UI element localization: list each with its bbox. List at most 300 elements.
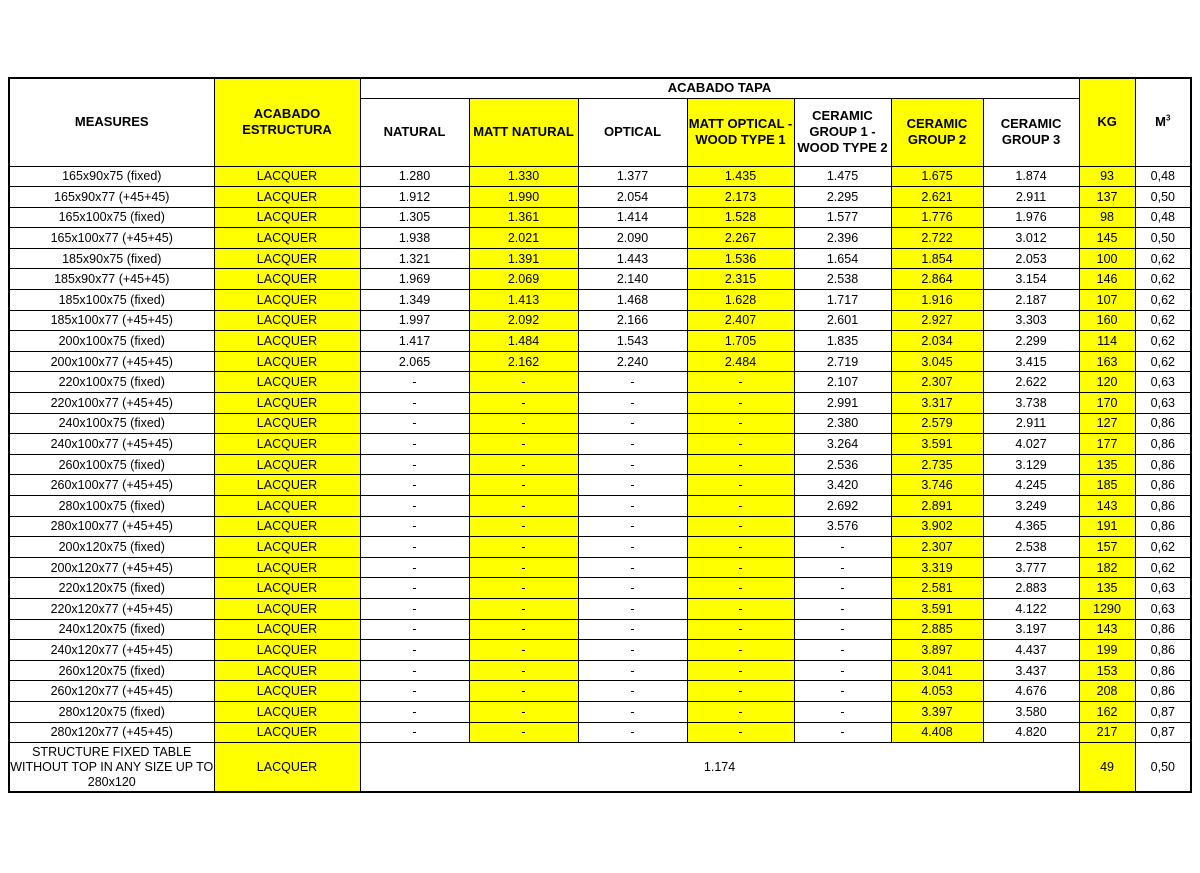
structure-price: 1.174 <box>360 743 1079 793</box>
table-row <box>9 372 1191 393</box>
cell-kg: 1290 <box>1079 598 1135 619</box>
cell-m3: 0,48 <box>1135 166 1191 187</box>
cell-finish: LACQUER <box>214 660 360 681</box>
cell-optical: - <box>578 681 687 702</box>
cell-matt-natural: - <box>469 393 578 414</box>
cell-ceramic-group-3: 1.874 <box>983 166 1079 187</box>
cell-ceramic-group-2: 2.927 <box>891 310 983 331</box>
cell-measure: 240x120x77 (+45+45) <box>9 640 214 661</box>
cell-ceramic-group-3: 4.676 <box>983 681 1079 702</box>
cell-ceramic-group-3: 2.622 <box>983 372 1079 393</box>
table-row <box>9 434 1191 455</box>
cell-measure: 220x120x75 (fixed) <box>9 578 214 599</box>
cell-kg: 217 <box>1079 722 1135 743</box>
cell-matt-optical: 2.267 <box>687 228 794 249</box>
cell-ceramic-group-2: 2.864 <box>891 269 983 290</box>
cell-kg: 163 <box>1079 351 1135 372</box>
cell-ceramic-group-3: 3.415 <box>983 351 1079 372</box>
cell-kg: 157 <box>1079 537 1135 558</box>
cell-ceramic-group-1: - <box>794 537 891 558</box>
cell-matt-natural: 1.391 <box>469 248 578 269</box>
cell-matt-natural: - <box>469 434 578 455</box>
table-row <box>9 351 1191 372</box>
cell-natural: - <box>360 660 469 681</box>
cell-ceramic-group-2: 2.891 <box>891 496 983 517</box>
cell-measure: 260x120x75 (fixed) <box>9 660 214 681</box>
cell-m3: 0,50 <box>1135 228 1191 249</box>
cell-ceramic-group-1: - <box>794 722 891 743</box>
cell-matt-natural: - <box>469 681 578 702</box>
cell-ceramic-group-2: 1.916 <box>891 290 983 311</box>
cell-measure: 185x100x75 (fixed) <box>9 290 214 311</box>
cell-kg: 143 <box>1079 619 1135 640</box>
header-kg: KG <box>1079 78 1135 166</box>
cell-optical: - <box>578 701 687 722</box>
cell-m3: 0,63 <box>1135 578 1191 599</box>
cell-natural: 1.938 <box>360 228 469 249</box>
cell-matt-optical: - <box>687 537 794 558</box>
cell-matt-optical: - <box>687 475 794 496</box>
cell-ceramic-group-1: 2.719 <box>794 351 891 372</box>
table-row <box>9 598 1191 619</box>
cell-optical: - <box>578 434 687 455</box>
cell-m3: 0,86 <box>1135 496 1191 517</box>
cell-measure: 185x90x75 (fixed) <box>9 248 214 269</box>
cell-finish: LACQUER <box>214 187 360 208</box>
cell-matt-natural: - <box>469 372 578 393</box>
cell-ceramic-group-2: 3.317 <box>891 393 983 414</box>
cell-matt-natural: - <box>469 413 578 434</box>
cell-optical: - <box>578 413 687 434</box>
cell-ceramic-group-3: 3.437 <box>983 660 1079 681</box>
cell-kg: 153 <box>1079 660 1135 681</box>
cell-matt-natural: 2.162 <box>469 351 578 372</box>
cell-measure: 185x90x77 (+45+45) <box>9 269 214 290</box>
cell-finish: LACQUER <box>214 640 360 661</box>
cell-optical: - <box>578 722 687 743</box>
cell-ceramic-group-2: 1.854 <box>891 248 983 269</box>
cell-ceramic-group-1: 1.475 <box>794 166 891 187</box>
cell-matt-optical: - <box>687 660 794 681</box>
cell-ceramic-group-2: 4.053 <box>891 681 983 702</box>
cell-optical: - <box>578 598 687 619</box>
cell-m3: 0,86 <box>1135 619 1191 640</box>
cell-optical: 2.090 <box>578 228 687 249</box>
table-row <box>9 413 1191 434</box>
cell-matt-natural: 1.361 <box>469 207 578 228</box>
cell-natural: 1.305 <box>360 207 469 228</box>
cell-matt-natural: - <box>469 701 578 722</box>
cell-kg: 177 <box>1079 434 1135 455</box>
cell-m3: 0,63 <box>1135 598 1191 619</box>
cell-ceramic-group-1: 1.717 <box>794 290 891 311</box>
cell-finish: LACQUER <box>214 166 360 187</box>
cell-ceramic-group-3: 1.976 <box>983 207 1079 228</box>
cell-m3: 0,48 <box>1135 207 1191 228</box>
cell-matt-natural: 2.021 <box>469 228 578 249</box>
cell-kg: 135 <box>1079 578 1135 599</box>
cell-natural: 1.417 <box>360 331 469 352</box>
header-m3-sup: 3 <box>1166 113 1171 123</box>
cell-matt-natural: - <box>469 557 578 578</box>
cell-natural: 1.349 <box>360 290 469 311</box>
cell-ceramic-group-3: 3.129 <box>983 454 1079 475</box>
cell-ceramic-group-2: 2.307 <box>891 537 983 558</box>
cell-natural: - <box>360 598 469 619</box>
cell-ceramic-group-2: 2.034 <box>891 331 983 352</box>
cell-matt-optical: - <box>687 701 794 722</box>
cell-ceramic-group-1: 1.654 <box>794 248 891 269</box>
cell-m3: 0,87 <box>1135 722 1191 743</box>
table-row <box>9 537 1191 558</box>
cell-matt-optical: - <box>687 557 794 578</box>
cell-finish: LACQUER <box>214 537 360 558</box>
cell-finish: LACQUER <box>214 681 360 702</box>
cell-ceramic-group-2: 3.319 <box>891 557 983 578</box>
cell-finish: LACQUER <box>214 722 360 743</box>
cell-matt-optical: - <box>687 578 794 599</box>
table-row <box>9 310 1191 331</box>
cell-measure: 260x100x77 (+45+45) <box>9 475 214 496</box>
cell-ceramic-group-3: 3.154 <box>983 269 1079 290</box>
cell-measure: 200x100x75 (fixed) <box>9 331 214 352</box>
cell-matt-optical: 2.407 <box>687 310 794 331</box>
cell-ceramic-group-2: 3.591 <box>891 434 983 455</box>
cell-matt-optical: 2.484 <box>687 351 794 372</box>
cell-ceramic-group-1: - <box>794 557 891 578</box>
cell-ceramic-group-2: 3.045 <box>891 351 983 372</box>
cell-kg: 182 <box>1079 557 1135 578</box>
cell-natural: - <box>360 640 469 661</box>
cell-finish: LACQUER <box>214 434 360 455</box>
cell-m3: 0,62 <box>1135 557 1191 578</box>
cell-ceramic-group-3: 2.883 <box>983 578 1079 599</box>
cell-optical: - <box>578 516 687 537</box>
cell-matt-optical: - <box>687 598 794 619</box>
table-row <box>9 166 1191 187</box>
cell-ceramic-group-3: 2.187 <box>983 290 1079 311</box>
table-header <box>9 78 1191 166</box>
cell-measure: 280x100x75 (fixed) <box>9 496 214 517</box>
cell-kg: 199 <box>1079 640 1135 661</box>
table-row <box>9 393 1191 414</box>
cell-natural: - <box>360 434 469 455</box>
cell-optical: - <box>578 660 687 681</box>
cell-ceramic-group-2: 2.621 <box>891 187 983 208</box>
cell-kg: 143 <box>1079 496 1135 517</box>
cell-matt-natural: 1.330 <box>469 166 578 187</box>
cell-ceramic-group-1: 2.380 <box>794 413 891 434</box>
cell-ceramic-group-3: 2.911 <box>983 413 1079 434</box>
table-row <box>9 681 1191 702</box>
cell-ceramic-group-2: 2.581 <box>891 578 983 599</box>
cell-ceramic-group-1: - <box>794 701 891 722</box>
cell-kg: 145 <box>1079 228 1135 249</box>
cell-ceramic-group-1: - <box>794 660 891 681</box>
cell-optical: - <box>578 475 687 496</box>
cell-natural: 1.280 <box>360 166 469 187</box>
cell-measure: 280x120x75 (fixed) <box>9 701 214 722</box>
cell-m3: 0,86 <box>1135 681 1191 702</box>
cell-finish: LACQUER <box>214 269 360 290</box>
table-row <box>9 619 1191 640</box>
cell-m3: 0,62 <box>1135 310 1191 331</box>
cell-kg: 135 <box>1079 454 1135 475</box>
cell-measure: 280x120x77 (+45+45) <box>9 722 214 743</box>
table-row <box>9 578 1191 599</box>
cell-optical: - <box>578 640 687 661</box>
cell-natural: - <box>360 413 469 434</box>
cell-optical: - <box>578 537 687 558</box>
cell-kg: 114 <box>1079 331 1135 352</box>
cell-m3: 0,86 <box>1135 660 1191 681</box>
table-row <box>9 640 1191 661</box>
cell-finish: LACQUER <box>214 496 360 517</box>
cell-measure: 165x90x75 (fixed) <box>9 166 214 187</box>
cell-ceramic-group-2: 1.675 <box>891 166 983 187</box>
cell-ceramic-group-1: 3.576 <box>794 516 891 537</box>
cell-finish: LACQUER <box>214 619 360 640</box>
cell-matt-natural: - <box>469 454 578 475</box>
cell-natural: 1.912 <box>360 187 469 208</box>
cell-optical: 1.377 <box>578 166 687 187</box>
cell-finish: LACQUER <box>214 310 360 331</box>
cell-finish: LACQUER <box>214 516 360 537</box>
cell-ceramic-group-2: 2.735 <box>891 454 983 475</box>
cell-optical: - <box>578 372 687 393</box>
cell-optical: 2.054 <box>578 187 687 208</box>
cell-optical: 1.543 <box>578 331 687 352</box>
cell-ceramic-group-2: 3.746 <box>891 475 983 496</box>
price-table <box>8 77 1192 793</box>
price-table-container <box>8 77 1192 793</box>
cell-matt-optical: - <box>687 372 794 393</box>
cell-ceramic-group-1: - <box>794 578 891 599</box>
cell-ceramic-group-2: 3.591 <box>891 598 983 619</box>
cell-m3: 0,86 <box>1135 516 1191 537</box>
cell-finish: LACQUER <box>214 372 360 393</box>
cell-natural: - <box>360 681 469 702</box>
cell-m3: 0,86 <box>1135 475 1191 496</box>
table-row <box>9 248 1191 269</box>
cell-m3: 0,63 <box>1135 372 1191 393</box>
cell-matt-optical: 1.528 <box>687 207 794 228</box>
cell-matt-optical: 1.705 <box>687 331 794 352</box>
cell-m3: 0,86 <box>1135 640 1191 661</box>
cell-ceramic-group-1: 2.396 <box>794 228 891 249</box>
cell-matt-optical: 1.536 <box>687 248 794 269</box>
cell-natural: - <box>360 578 469 599</box>
cell-optical: 1.414 <box>578 207 687 228</box>
cell-optical: - <box>578 393 687 414</box>
cell-optical: - <box>578 557 687 578</box>
cell-matt-natural: 1.413 <box>469 290 578 311</box>
cell-ceramic-group-3: 3.580 <box>983 701 1079 722</box>
cell-measure: 220x120x77 (+45+45) <box>9 598 214 619</box>
cell-measure: 280x100x77 (+45+45) <box>9 516 214 537</box>
cell-ceramic-group-2: 4.408 <box>891 722 983 743</box>
cell-natural: - <box>360 372 469 393</box>
table-body <box>9 166 1191 743</box>
cell-natural: - <box>360 475 469 496</box>
cell-optical: 1.443 <box>578 248 687 269</box>
cell-m3: 0,62 <box>1135 269 1191 290</box>
cell-ceramic-group-3: 4.027 <box>983 434 1079 455</box>
cell-m3: 0,62 <box>1135 248 1191 269</box>
cell-matt-natural: - <box>469 722 578 743</box>
cell-ceramic-group-2: 3.041 <box>891 660 983 681</box>
cell-natural: - <box>360 516 469 537</box>
cell-matt-natural: - <box>469 516 578 537</box>
cell-optical: 2.140 <box>578 269 687 290</box>
cell-ceramic-group-3: 4.437 <box>983 640 1079 661</box>
cell-matt-optical: - <box>687 722 794 743</box>
cell-ceramic-group-1: 2.538 <box>794 269 891 290</box>
cell-matt-natural: - <box>469 537 578 558</box>
cell-measure: 240x100x75 (fixed) <box>9 413 214 434</box>
cell-m3: 0,86 <box>1135 434 1191 455</box>
cell-finish: LACQUER <box>214 248 360 269</box>
cell-kg: 170 <box>1079 393 1135 414</box>
header-acabado-estructura: ACABADO ESTRUCTURA <box>214 78 360 166</box>
cell-kg: 98 <box>1079 207 1135 228</box>
header-ceramic-group-3: CERAMIC GROUP 3 <box>983 98 1079 166</box>
cell-ceramic-group-2: 2.579 <box>891 413 983 434</box>
cell-ceramic-group-2: 3.897 <box>891 640 983 661</box>
cell-matt-natural: 2.069 <box>469 269 578 290</box>
cell-measure: 200x100x77 (+45+45) <box>9 351 214 372</box>
cell-matt-natural: - <box>469 496 578 517</box>
table-row <box>9 516 1191 537</box>
cell-m3: 0,62 <box>1135 537 1191 558</box>
cell-ceramic-group-1: 2.991 <box>794 393 891 414</box>
cell-matt-natural: - <box>469 619 578 640</box>
cell-finish: LACQUER <box>214 351 360 372</box>
cell-finish: LACQUER <box>214 413 360 434</box>
table-row <box>9 207 1191 228</box>
cell-natural: - <box>360 537 469 558</box>
cell-m3: 0,62 <box>1135 290 1191 311</box>
cell-measure: 200x120x75 (fixed) <box>9 537 214 558</box>
cell-ceramic-group-3: 4.365 <box>983 516 1079 537</box>
cell-m3: 0,87 <box>1135 701 1191 722</box>
cell-matt-natural: - <box>469 640 578 661</box>
cell-measure: 240x100x77 (+45+45) <box>9 434 214 455</box>
cell-m3: 0,62 <box>1135 351 1191 372</box>
cell-matt-optical: - <box>687 434 794 455</box>
cell-kg: 162 <box>1079 701 1135 722</box>
cell-ceramic-group-3: 3.249 <box>983 496 1079 517</box>
cell-matt-optical: 1.628 <box>687 290 794 311</box>
cell-optical: 1.468 <box>578 290 687 311</box>
cell-finish: LACQUER <box>214 207 360 228</box>
cell-ceramic-group-1: 3.420 <box>794 475 891 496</box>
table-row <box>9 228 1191 249</box>
cell-natural: - <box>360 496 469 517</box>
cell-optical: - <box>578 454 687 475</box>
header-ceramic-group-1: CERAMIC GROUP 1 - WOOD TYPE 2 <box>794 98 891 166</box>
cell-ceramic-group-1: 1.835 <box>794 331 891 352</box>
header-ceramic-group-2: CERAMIC GROUP 2 <box>891 98 983 166</box>
header-natural: NATURAL <box>360 98 469 166</box>
cell-measure: 185x100x77 (+45+45) <box>9 310 214 331</box>
cell-ceramic-group-2: 3.397 <box>891 701 983 722</box>
cell-ceramic-group-3: 4.820 <box>983 722 1079 743</box>
cell-ceramic-group-3: 2.538 <box>983 537 1079 558</box>
cell-ceramic-group-1: 2.107 <box>794 372 891 393</box>
cell-matt-natural: 1.484 <box>469 331 578 352</box>
cell-ceramic-group-3: 2.911 <box>983 187 1079 208</box>
cell-matt-natural: - <box>469 598 578 619</box>
cell-ceramic-group-3: 4.245 <box>983 475 1079 496</box>
cell-m3: 0,62 <box>1135 331 1191 352</box>
cell-natural: 2.065 <box>360 351 469 372</box>
cell-matt-optical: - <box>687 393 794 414</box>
cell-finish: LACQUER <box>214 475 360 496</box>
table-row <box>9 496 1191 517</box>
cell-ceramic-group-3: 2.299 <box>983 331 1079 352</box>
header-matt-natural: MATT NATURAL <box>469 98 578 166</box>
cell-natural: - <box>360 454 469 475</box>
cell-finish: LACQUER <box>214 290 360 311</box>
table-row <box>9 660 1191 681</box>
structure-m3: 0,50 <box>1135 743 1191 793</box>
cell-measure: 220x100x75 (fixed) <box>9 372 214 393</box>
cell-ceramic-group-1: - <box>794 598 891 619</box>
cell-kg: 137 <box>1079 187 1135 208</box>
header-acabado-tapa: ACABADO TAPA <box>360 78 1079 98</box>
cell-finish: LACQUER <box>214 454 360 475</box>
cell-matt-natural: 2.092 <box>469 310 578 331</box>
cell-natural: 1.321 <box>360 248 469 269</box>
cell-matt-optical: 2.173 <box>687 187 794 208</box>
cell-finish: LACQUER <box>214 701 360 722</box>
cell-finish: LACQUER <box>214 598 360 619</box>
cell-matt-optical: 1.435 <box>687 166 794 187</box>
cell-measure: 165x100x75 (fixed) <box>9 207 214 228</box>
cell-finish: LACQUER <box>214 578 360 599</box>
cell-natural: 1.997 <box>360 310 469 331</box>
cell-matt-natural: - <box>469 475 578 496</box>
cell-ceramic-group-3: 3.777 <box>983 557 1079 578</box>
cell-matt-optical: - <box>687 681 794 702</box>
cell-finish: LACQUER <box>214 557 360 578</box>
table-row <box>9 331 1191 352</box>
cell-kg: 185 <box>1079 475 1135 496</box>
cell-optical: 2.166 <box>578 310 687 331</box>
cell-kg: 127 <box>1079 413 1135 434</box>
cell-kg: 208 <box>1079 681 1135 702</box>
cell-ceramic-group-1: - <box>794 619 891 640</box>
structure-row <box>9 743 1191 793</box>
cell-natural: - <box>360 557 469 578</box>
cell-natural: - <box>360 619 469 640</box>
cell-ceramic-group-2: 2.307 <box>891 372 983 393</box>
cell-matt-optical: - <box>687 640 794 661</box>
cell-ceramic-group-3: 3.197 <box>983 619 1079 640</box>
cell-natural: - <box>360 701 469 722</box>
cell-optical: 2.240 <box>578 351 687 372</box>
cell-finish: LACQUER <box>214 228 360 249</box>
cell-kg: 93 <box>1079 166 1135 187</box>
cell-natural: - <box>360 722 469 743</box>
cell-optical: - <box>578 578 687 599</box>
cell-matt-optical: - <box>687 496 794 517</box>
structure-finish: LACQUER <box>214 743 360 793</box>
cell-kg: 120 <box>1079 372 1135 393</box>
table-row <box>9 475 1191 496</box>
cell-ceramic-group-2: 2.722 <box>891 228 983 249</box>
